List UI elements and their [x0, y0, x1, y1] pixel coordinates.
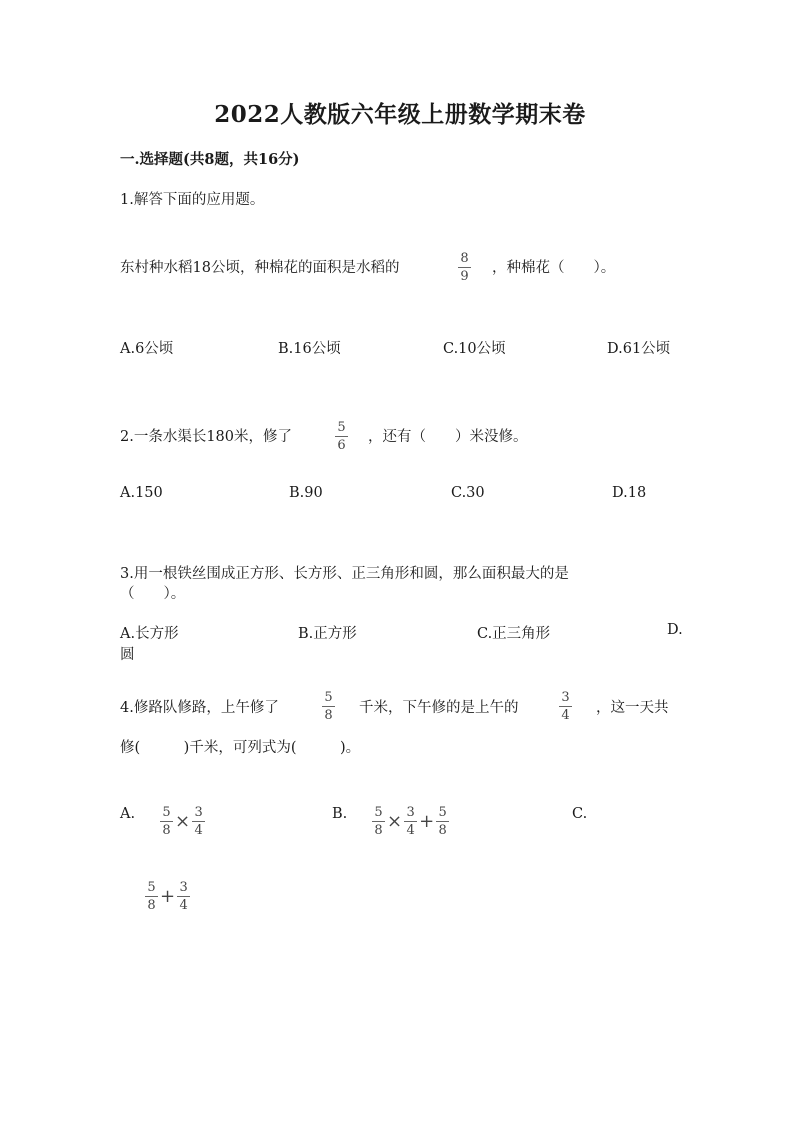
q3-option-d[interactable]: D.	[667, 622, 683, 638]
q3-option-a[interactable]: A.长方形	[120, 626, 179, 642]
fraction-denominator: 4	[561, 708, 570, 723]
q3-stem-line-2: （ ）。	[120, 586, 186, 602]
q2-option-d[interactable]: D.18	[612, 485, 647, 501]
q1-option-c[interactable]: C.10公顷	[443, 341, 506, 357]
q2-stem-part-a: 2.一条水渠长180米，修了	[120, 429, 293, 445]
q1-option-d[interactable]: D.61公顷	[607, 341, 671, 357]
q1-option-b[interactable]: B.16公顷	[278, 341, 341, 357]
fraction-numerator: 5	[324, 690, 333, 705]
fraction-denominator: 4	[194, 823, 203, 838]
q2-stem-part-b: ，还有（ ）米没修。	[368, 429, 528, 445]
q4-option-a-formula[interactable]	[160, 801, 205, 837]
times-operator: ×	[387, 811, 403, 832]
fraction-numerator: 3	[179, 880, 188, 895]
plus-operator: +	[419, 811, 435, 832]
q4-option-b-label[interactable]: B.	[332, 806, 348, 822]
fraction-numerator: 5	[162, 805, 171, 820]
q1-option-a[interactable]: A.6公顷	[120, 341, 174, 357]
q4-stem-part-b: 千米，下午修的是上午的	[359, 700, 519, 716]
q1-stem-part-b: ，种棉花（ ）。	[492, 260, 616, 276]
q1-intro: 1.解答下面的应用题。	[120, 192, 265, 208]
fraction-numerator: 8	[460, 251, 469, 266]
fraction-numerator: 5	[374, 805, 383, 820]
q2-option-c[interactable]: C.30	[451, 485, 485, 501]
plus-operator: +	[160, 886, 176, 907]
q1-fraction	[458, 252, 471, 283]
q4-fraction-1	[322, 691, 335, 722]
fraction-denominator: 4	[179, 898, 188, 913]
section-heading: 一.选择题(共8题，共16分)	[120, 151, 300, 168]
q3-option-b[interactable]: B.正方形	[298, 626, 357, 642]
q3-option-d-continued[interactable]: 圆	[120, 647, 135, 663]
q1-stem-part-a: 东村种水稻18公顷，种棉花的面积是水稻的	[120, 260, 400, 276]
fraction-denominator: 8	[147, 898, 156, 913]
fraction-numerator: 5	[337, 420, 346, 435]
times-operator: ×	[175, 811, 191, 832]
fraction-denominator: 8	[438, 823, 447, 838]
q4-option-a-label[interactable]: A.	[120, 806, 136, 822]
fraction-denominator: 8	[324, 708, 333, 723]
fraction-denominator: 6	[337, 438, 346, 453]
q4-option-c-formula[interactable]	[145, 876, 190, 912]
fraction-numerator: 5	[147, 880, 156, 895]
q4-option-c-label[interactable]: C.	[572, 806, 588, 822]
fraction-numerator: 3	[406, 805, 415, 820]
fraction-denominator: 4	[406, 823, 415, 838]
fraction-denominator: 9	[460, 269, 469, 284]
q4-fraction-2	[559, 691, 572, 722]
q4-stem-part-a: 4.修路队修路，上午修了	[120, 700, 279, 716]
q3-option-c[interactable]: C.正三角形	[477, 626, 551, 642]
fraction-denominator: 8	[374, 823, 383, 838]
q2-option-a[interactable]: A.150	[120, 485, 163, 501]
q4-option-b-formula[interactable]	[372, 801, 449, 837]
fraction-denominator: 8	[162, 823, 171, 838]
q3-stem-line-1: 3.用一根铁丝围成正方形、长方形、正三角形和圆，那么面积最大的是	[120, 566, 569, 582]
fraction-numerator: 3	[561, 690, 570, 705]
q2-option-b[interactable]: B.90	[289, 485, 323, 501]
q2-fraction	[335, 421, 348, 452]
page-title: 2022人教版六年级上册数学期末卷	[214, 101, 586, 128]
q4-stem-line-2: 修( )千米，可列式为( )。	[120, 740, 361, 756]
fraction-numerator: 3	[194, 805, 203, 820]
fraction-numerator: 5	[438, 805, 447, 820]
q4-stem-part-c: ，这一天共	[596, 700, 669, 716]
